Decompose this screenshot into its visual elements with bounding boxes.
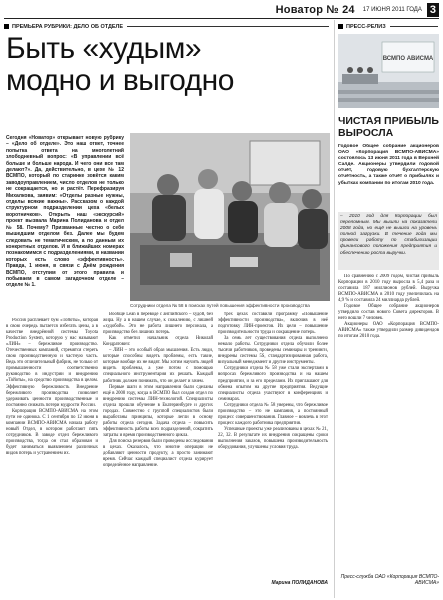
issue-date: 17 ИЮНЯ 2011 ГОДА [362, 7, 422, 13]
paragraph: Для поиска резервов были проведены исследования в цехах. Оказалось, что многие операции не добавляют ценности продукту, а просто занимают время. Сейчас каждый специалист отдела курирует определённое направление. [103, 438, 213, 469]
article-column-2 [103, 312, 213, 578]
headline-line-1: Быть «худым» [6, 32, 202, 65]
article-photo [130, 133, 330, 301]
headline-line-2: модно и выгодно [6, 64, 234, 97]
sidebar-signature: Пресс-служба ОАО «Корпорация ВСМПО-АВИСМА» [340, 574, 439, 587]
paragraph: Россия расплевает бум «Тойоты», которая в свою очередь пытается избегать цены, а в качестве внедрённой системы Toyota Production System, которую у нас называют «ЛИН» – бережливое производство. Отечественных компаний, стремятся стереть свою производственную и частную часть. Ведь это отличительный фабрик, не только от промышленности соответственно руководство в индустрии и внедрению «Тойоты», на средство производства в целом. Эффективную бережливость Внедрение бережливого производства позволяет удерживать ценности производственные и постоянно снижать потери мудрости России. [6, 318, 98, 408]
rubric-rule [127, 26, 329, 27]
sidebar-quote: – 2010 год для Корпорации был переломным. Мы вышли на показатели 2008 года, но ещё не вышли на уровень полной загрузки. В течение года мы провели работу по стабилизации финансового положения предприятия и обеспечению роста выручки. [338, 212, 439, 270]
photo-caption: Сотрудники отдела № 58 в поисках путей повышения эффективности производства [130, 303, 310, 308]
rubric-square-icon [338, 24, 343, 29]
article-column-3 [218, 312, 328, 578]
sidebar-photo-label: ВСМПО АВИСМА [382, 56, 434, 62]
rubric-rule [390, 26, 438, 27]
page-header [4, 2, 439, 19]
paragraph: По сравнению с 2009 годом, чистая прибыль Корпорации в 2010 году выросла в 5,4 раза и составила 187 миллионов рублей. Выручка ВСМПО-АВИСМА в 2010 году увеличилась на 4,9 % и составила 24 миллиарда рублей. [338, 274, 439, 304]
article-column-1 [6, 318, 98, 584]
article-rubric [4, 22, 329, 31]
staff-photo-illustration [130, 133, 330, 301]
paragraph: Первые шаги в этом направлении были сделаны ещё в 2008 году, когда в ВСМПО был создан отдел по внедрению системы ЛИН-технологий. Специалисты отдела прошли обучение в Екатеринбурге и других городах. Совместно с группой специалистов были выработаны принципы, которые легли в основу работы отдела сегодня. Задача отдела – повысить эффективность работы всех подразделений, сократить затраты и время производственного цикла. [103, 384, 213, 438]
paragraph: трёх цехах составили программу «Повышение эффективности производства», включив в неё подготовку ЛИН-проектов. Их цели – повышение производительности труда и сокращение потерь. [218, 312, 328, 336]
paragraph: Сотрудники отдела № 58 уверены, что бережливое производство – это не кампания, а постоянный процесс совершенствования. Главное – вовлечь в этот процесс каждого работника предприятия. [218, 402, 328, 426]
article-lead: Сегодня «Новатор» открывает новую рубрику – «Дело об отделе». Это наш ответ, точнее попытка ответа на многолетний злободневный вопрос: «В управлении всё больше и больше народа. И чего они все там делают?». Да, действительно, в цехе № 12 ВСМПО, который по старинке зовётся каким заводоуправлением, число отделов не только не сокращается, но и растёт. Перефразируя Михалкова, заявим: «Отделы разные нужны, отделы всякие важны». Рассказом о каждой структурном подразделении цеха «белых воротничков». Открыть наш «экскурсий» проект вызвала Марина Полиданова и отдел № 58. Почему? Призванные честно о себе вышедшим отделом без. Далее мы будем следовать не тематическим, а по данным их конкретных отделов. И в ближайших номерах познакомимся с подразделениями, в названии которых есть слово «эффективность». Правда, 1 июня, в связи с Днём рождения ВСМПО, отступим от этого правила и побываем в самом загадочном отделе – отделе № 1. [6, 135, 124, 289]
column-divider [334, 20, 335, 598]
paragraph: Годовое Общее собрание акционеров утвердило состав нового Совета директоров. В него вошли 7 человек. [338, 304, 439, 322]
paragraph: Успешные проекты уже реализованы в цехах № 21, 22, 32. В результате их внедрения сокращены сроки выполнения заказов, повышена производительность оборудования, улучшены условия труда. [218, 426, 328, 451]
sidebar-headline: ЧИСТАЯ ПРИБЫЛЬ ВЫРОСЛА [338, 115, 439, 139]
paragraph: За семь лет существования отдела выполнено немало работы. Сотрудники отдела обучили более тысячи работников, проведены семинары и тренинги, внедрены системы 5S, стандартизированная работа, визуальный менеджмент и другие инструменты. [218, 336, 328, 366]
page-number: 3 [427, 3, 439, 17]
paragraph: Корпорация ВСМПО-АВИСМА на этом пути не одинока. С 1 сентября по 12 июня в компании ВСМПО-АВИСМА начала работу новый Отдел, в котором работают пять сотрудников. В заводе отдел бережливого производства, тогда он стал образован и будет заниматься выявлением различных видов потерь и устранением их. [6, 408, 98, 457]
paragraph: Сотрудники отдела № 58 уже стали экспертами в вопросах бережливого производства и на нашем предприятии, и за его пределами. Их приглашают для обмена опытом на другие предприятия. Ведущие специалисты отдела участвуют в конференциях и семинарах. [218, 366, 328, 402]
article-headline [6, 33, 326, 97]
rubric-square-icon [4, 24, 9, 29]
paragraph: Вообще Lean в переводе с английского – худой, без жира. Ну а в нашем случае, к сожалению, с лишней «худобой». Это не работа лишнего персонала, а производство без лишних потерь. [103, 312, 213, 336]
sidebar-lead: Годовое Общее собрание акционеров ОАО «Корпорация ВСМПО-АВИСМА» состоялось 13 июня 2011 года в Верхней Салде. Акционеры утвердили годовой отчёт, годовую бухгалтерскую отчётность, а также отчёт о прибылях и убытках компании по итогам 2010 года. [338, 144, 439, 186]
article-rubric-label: ПРЕМЬЕРА РУБРИКИ: ДЕЛО ОБ ОТДЕЛЕ [12, 23, 124, 30]
sidebar-rubric-label: ПРЕСС-РЕЛИЗ [346, 23, 386, 30]
paragraph: Акционеры ОАО «Корпорация ВСМПО-АВИСМА» также утвердили размер дивидендов по итогам 2010 года. [338, 322, 439, 340]
sidebar-body [338, 274, 439, 574]
article-author: Марина ПОЛИДАНОВА [271, 580, 328, 586]
sidebar-photo [338, 34, 439, 108]
sidebar-rubric [338, 22, 438, 31]
meeting-hall-illustration [338, 34, 439, 108]
newspaper-title: Новатор № 24 [275, 4, 355, 16]
paragraph: Как отметил начальник отдела Николай Кондратович: [103, 336, 213, 348]
paragraph: – ЛИН – это особый образ мышления. Есть люди, которые способны видеть проблемы, есть такие, которые вообще их не видят. Мы хотим научить людей видеть проблемы, а уже потом с помощью специального инструментария их решать. Каждый работник должен понимать, что он делает и зачем. [103, 348, 213, 384]
